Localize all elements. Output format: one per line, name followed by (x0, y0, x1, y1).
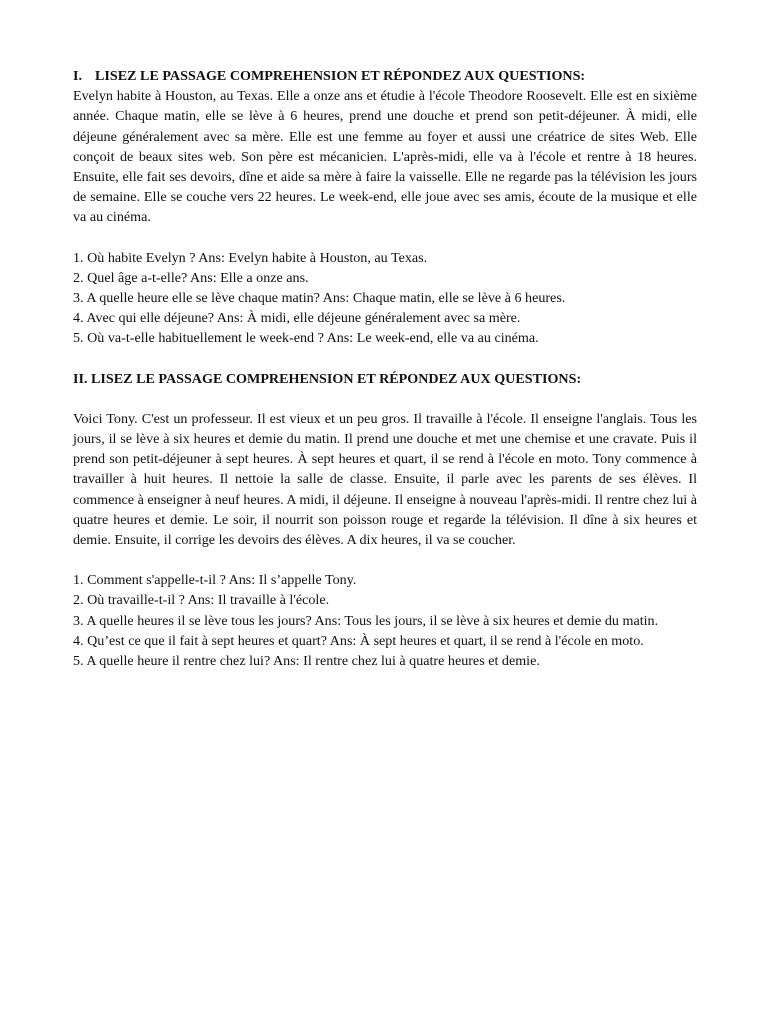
question-item: 1. Comment s'appelle-t-il ? Ans: Il s’appelle Tony. (73, 572, 357, 589)
question-item: 4. Avec qui elle déjeune? Ans: À midi, elle déjeune généralement avec sa mère. (73, 310, 521, 327)
section-1-questions (73, 248, 697, 349)
question-item: 3. A quelle heure elle se lève chaque matin? Ans: Chaque matin, elle se lève à 6 heures. (73, 290, 566, 307)
question-item: 5. Où va-t-elle habituellement le week-end ? Ans: Le week-end, elle va au cinéma. (73, 330, 539, 347)
question-item: 2. Quel âge a-t-elle? Ans: Elle a onze ans. (73, 269, 309, 286)
question-item: 4. Qu’est ce que il fait à sept heures et quart? Ans: À sept heures et quart, il se rend à l'école en moto. (73, 632, 644, 649)
section-1 (73, 66, 697, 349)
section-2-passage: Voici Tony. C'est un professeur. Il est vieux et un peu gros. Il travaille à l'école. Il enseigne l'anglais. Tous les jours, il se lève à six heures et demie du matin. Il prend une douche et met une chemise et une cravate. Puis il prend son petit-déjeuner à sept heures. À sept heures et quart, il se rend à l'école en moto. Tony commence à travailler à huit heures. Il nettoie la salle de classe. Ensuite, il parle avec les parents de ses élèves. Il commence à enseigner à neuf heures. A midi, il déjeune. Il enseigne à nouveau l'après-midi. Il rentre chez lui à quatre heures et demie. Le soir, il nourrit son poisson rouge et regarde la télévision. Il dîne à six heures et demie. Ensuite, il corrige les devoirs des élèves. A dix heures, il va se coucher. (73, 410, 697, 549)
section-2-questions (73, 570, 697, 671)
section-1-title: LISEZ LE PASSAGE COMPREHENSION ET RÉPONDEZ AUX QUESTIONS: (95, 68, 586, 84)
question-item: 3. A quelle heures il se lève tous les jours? Ans: Tous les jours, il se lève à six heures et demie du matin. (73, 612, 659, 629)
section-1-passage: Evelyn habite à Houston, au Texas. Elle a onze ans et étudie à l'école Theodore Roosevelt. Elle est en sixième année. Chaque matin, elle se lève à 6 heures, prend une douche et prend son petit-déjeuner. À midi, elle déjeune généralement avec sa mère. Elle est une femme au foyer et aussi une créatrice de sites Web. Elle conçoit de beaux sites web. Son père est mécanicien. L'après-midi, elle va à l'école et rentre à 18 heures. Ensuite, elle fait ses devoirs, dîne et aide sa mère à faire la vaisselle. Elle ne regarde pas la télévision les jours de semaine. Elle se couche vers 22 heures. Le week-end, elle joue avec ses amis, écoute de la musique et elle va au cinéma. (73, 88, 697, 226)
question-item: 1. Où habite Evelyn ? Ans: Evelyn habite à Houston, au Texas. (73, 249, 428, 266)
question-item: 2. Où travaille-t-il ? Ans: Il travaille à l'école. (73, 592, 330, 609)
section-1-heading (73, 66, 697, 86)
section-2-heading: II. LISEZ LE PASSAGE COMPREHENSION ET RÉPONDEZ AUX QUESTIONS: (73, 370, 582, 387)
section-2 (73, 369, 697, 672)
document-page (73, 66, 697, 671)
section-1-number: I. (73, 68, 83, 84)
question-item: 5. A quelle heure il rentre chez lui? Ans: Il rentre chez lui à quatre heures et demie. (73, 653, 540, 670)
